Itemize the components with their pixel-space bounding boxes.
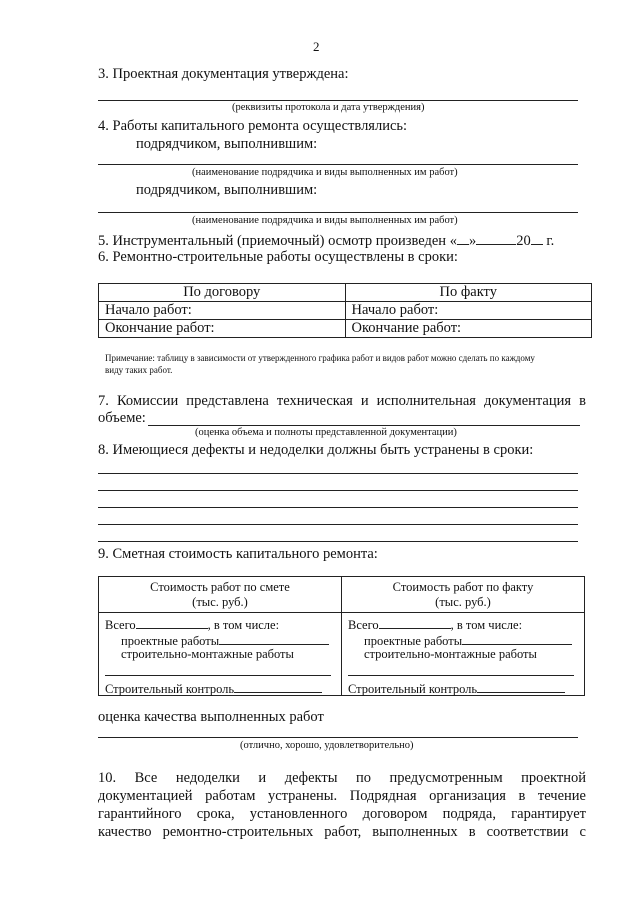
section-10-line-3: гарантийного срока, установленного договором подряда, гарантирует <box>98 806 586 822</box>
inspection-quote-close: » <box>468 233 477 249</box>
terms-cell: Окончание работ: <box>99 320 346 338</box>
cost-header-estimate <box>99 577 342 613</box>
design-blank <box>462 631 572 645</box>
contractor-label-2: подрядчиком, выполнившим: <box>136 182 318 198</box>
caption-contractor-1: (наименование подрядчика и виды выполненных им работ) <box>192 167 458 178</box>
total-blank <box>379 615 451 629</box>
terms-table <box>98 283 592 338</box>
terms-header-contract: По договору <box>99 284 346 302</box>
input-line <box>98 507 578 508</box>
page-number: 2 <box>313 39 320 54</box>
actual-header-text: Стоимость работ по факту <box>392 580 534 594</box>
caption-quality: (отлично, хорошо, удовлетворительно) <box>240 740 414 751</box>
caption-documentation: (оценка объема и полноты представленной документации) <box>195 427 457 438</box>
actual-header-unit: (тыс. руб.) <box>435 595 491 609</box>
input-line <box>98 737 578 738</box>
quality-label: оценка качества выполненных работ <box>98 709 324 725</box>
control-line <box>348 679 565 697</box>
cost-body-estimate <box>99 613 342 696</box>
design-blank <box>219 631 329 645</box>
total-label: Всего <box>105 618 136 632</box>
table-note-line-1: Примечание: таблицу в зависимости от утвержденного графика работ и видов работ можно сделать по каждому <box>105 353 535 363</box>
input-line <box>98 541 578 542</box>
year-blank <box>531 231 543 245</box>
design-works-label: проектные работы <box>364 634 463 648</box>
section-7-line-1: 7. Комиссии представлена техническая и исполнительная документация в <box>98 393 586 409</box>
estimate-header-text: Стоимость работ по смете <box>150 580 290 594</box>
cost-header-actual <box>342 577 585 613</box>
input-line <box>148 425 580 426</box>
control-line <box>105 679 322 697</box>
contractor-label-1: подрядчиком, выполнившим: <box>136 136 318 152</box>
including-label: , в том числе: <box>207 618 280 632</box>
table-note-line-2: виду таких работ. <box>105 365 173 375</box>
terms-header-actual: По факту <box>345 284 592 302</box>
section-6-heading: 6. Ремонтно-строительные работы осуществлены в сроки: <box>98 249 458 265</box>
cost-table <box>98 576 585 696</box>
design-works-label: проектные работы <box>121 634 220 648</box>
cost-body-actual <box>342 613 585 696</box>
day-blank <box>457 231 469 245</box>
input-line <box>98 490 578 491</box>
control-blank <box>234 679 322 693</box>
input-line <box>98 164 578 165</box>
input-line <box>348 675 574 676</box>
section-7-line-2: объеме: <box>98 410 146 426</box>
total-label: Всего <box>348 618 379 632</box>
control-label: Строительный контроль <box>348 682 478 696</box>
section-3-heading: 3. Проектная документация утверждена: <box>98 66 349 82</box>
section-8-heading: 8. Имеющиеся дефекты и недоделки должны быть устранены в сроки: <box>98 442 534 458</box>
inspection-prefix: 5. Инструментальный (приемочный) осмотр произведен « <box>98 233 457 249</box>
input-line <box>98 473 578 474</box>
caption-protocol-details: (реквизиты протокола и дата утверждения) <box>232 102 425 113</box>
section-4-heading: 4. Работы капитального ремонта осуществлялись: <box>98 118 408 134</box>
section-10-line-1: 10. Все недоделки и дефекты по предусмотренным проектной <box>98 770 586 786</box>
input-line <box>98 100 578 101</box>
including-label: , в том числе: <box>450 618 523 632</box>
section-5-inspection <box>98 231 554 250</box>
inspection-year-suffix: г. <box>542 233 555 249</box>
terms-cell: Начало работ: <box>99 302 346 320</box>
input-line <box>98 524 578 525</box>
section-9-heading: 9. Сметная стоимость капитального ремонта: <box>98 546 378 562</box>
control-blank <box>477 679 565 693</box>
input-line <box>98 212 578 213</box>
input-line <box>105 675 331 676</box>
section-10-line-2: документацией работам устранены. Подрядная организация в течение <box>98 788 586 804</box>
construction-works-label: строительно-монтажные работы <box>121 647 294 661</box>
terms-cell: Окончание работ: <box>345 320 592 338</box>
construction-works-label: строительно-монтажные работы <box>364 647 537 661</box>
caption-contractor-2: (наименование подрядчика и виды выполненных им работ) <box>192 215 458 226</box>
month-blank <box>476 231 516 245</box>
estimate-header-unit: (тыс. руб.) <box>192 595 248 609</box>
total-blank <box>136 615 208 629</box>
inspection-century: 20 <box>516 233 531 249</box>
control-label: Строительный контроль <box>105 682 235 696</box>
section-10-line-4: качество ремонтно-строительных работ, выполненных в соответствии с <box>98 824 586 840</box>
terms-cell: Начало работ: <box>345 302 592 320</box>
